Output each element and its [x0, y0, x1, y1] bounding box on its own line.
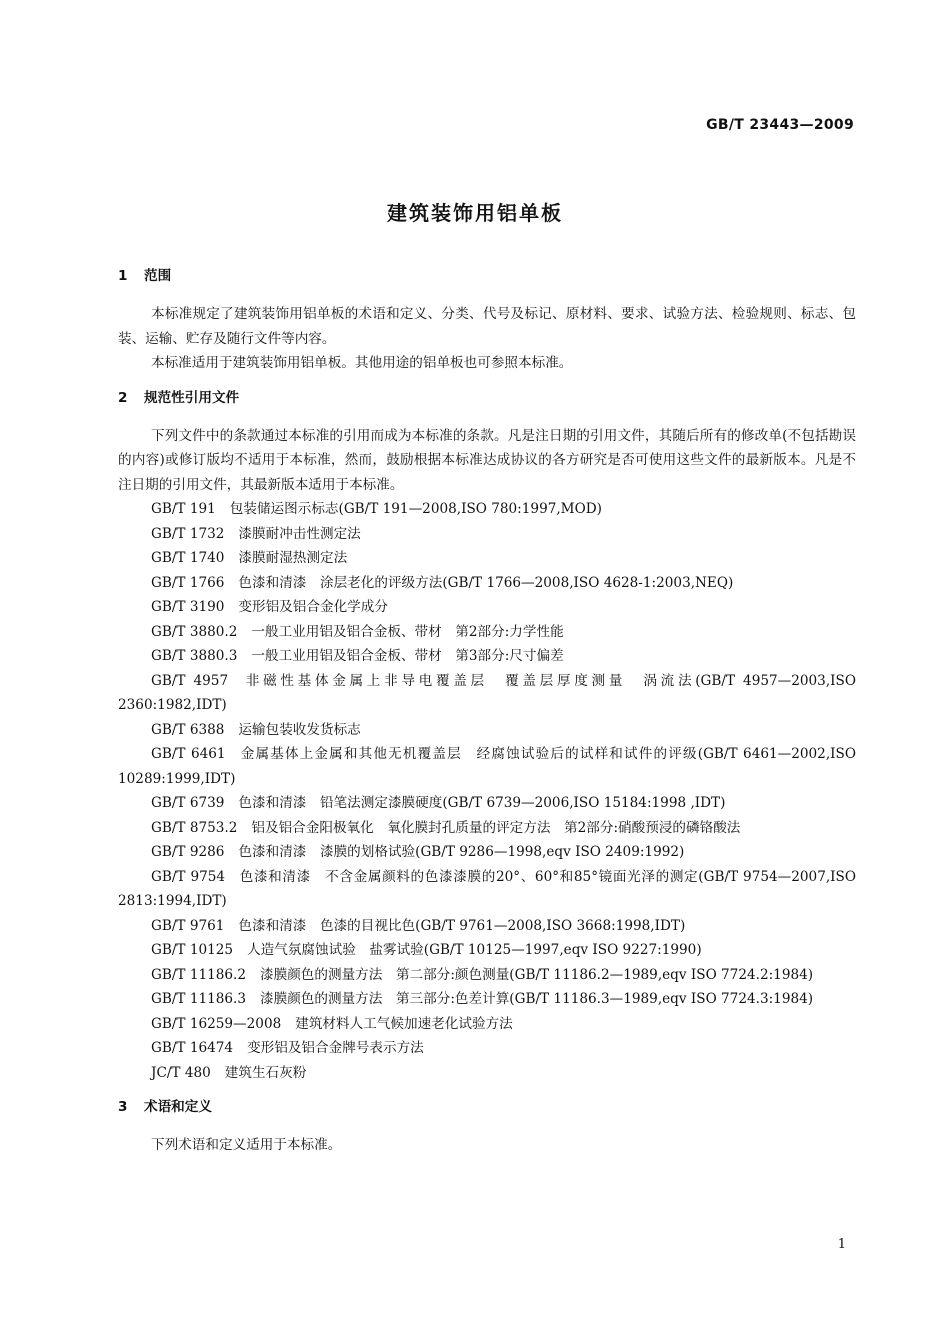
reference-title: 变形铝及铝合金化学成分 — [238, 599, 388, 615]
reference-code: GB/T 9761 — [151, 917, 225, 934]
reference-title: 色漆和清漆 色漆的目视比色(GB/T 9761—2008,ISO 3668:1998,IDT) — [238, 917, 686, 934]
section-title: 规范性引用文件 — [144, 389, 240, 406]
reference-item — [118, 497, 856, 522]
reference-code: GB/T 4957 — [151, 672, 229, 689]
reference-item — [118, 546, 856, 571]
reference-title: 金属基体上金属和其他无机覆盖层 经腐蚀试验后的试样和试件的评级(GB/T 6461—2002,ISO 10289:1999,IDT) — [118, 746, 856, 787]
reference-item — [118, 963, 856, 988]
reference-code: GB/T 6388 — [151, 721, 225, 738]
section-number: 1 — [118, 268, 128, 284]
reference-code: GB/T 1766 — [151, 574, 225, 591]
reference-item — [118, 840, 856, 865]
reference-title: 人造气氛腐蚀试验 盐雾试验(GB/T 10125—1997,eqv ISO 9227:1990) — [247, 942, 702, 958]
reference-title: 色漆和清漆 涂层老化的评级方法(GB/T 1766—2008,ISO 4628-1:2003,NEQ) — [238, 574, 734, 591]
standard-number: GB/T 23443—2009 — [706, 117, 854, 133]
section-heading-3 — [118, 1095, 856, 1119]
reference-item — [118, 1012, 856, 1037]
reference-title: 非磁性基体金属上非导电覆盖层 覆盖层厚度测量 涡流法(GB/T 4957—2003,ISO 2360:1982,IDT) — [118, 672, 856, 713]
section-heading-1 — [118, 264, 856, 288]
reference-item — [118, 595, 856, 620]
reference-title: 漆膜颜色的测量方法 第二部分:颜色测量(GB/T 11186.2—1989,eqv ISO 7724.2:1984) — [260, 966, 814, 983]
reference-code: GB/T 1740 — [151, 550, 225, 566]
reference-code: GB/T 16259—2008 — [151, 1015, 282, 1032]
paragraph: 下列术语和定义适用于本标准。 — [151, 1137, 342, 1153]
reference-item — [118, 742, 856, 791]
reference-code: GB/T 191 — [151, 501, 216, 517]
section-title: 术语和定义 — [144, 1099, 212, 1115]
reference-item — [118, 816, 856, 841]
section-number: 2 — [118, 389, 128, 406]
reference-code: JC/T 480 — [151, 1064, 211, 1081]
reference-title: 漆膜耐冲击性测定法 — [238, 525, 361, 542]
reference-item — [118, 987, 856, 1012]
reference-item — [118, 522, 856, 547]
reference-code: GB/T 3880.2 — [151, 623, 238, 640]
reference-item — [118, 1036, 856, 1061]
reference-title: 运输包装收发货标志 — [238, 721, 361, 738]
reference-code: GB/T 11186.2 — [151, 966, 247, 983]
reference-code: GB/T 8753.2 — [151, 819, 238, 836]
paragraph: 本标准适用于建筑装饰用铝单板。其他用途的铝单板也可参照本标准。 — [151, 355, 573, 371]
reference-item — [118, 1061, 856, 1086]
reference-item — [118, 644, 856, 669]
section-title: 范围 — [144, 268, 172, 284]
paragraph: 本标准规定了建筑装饰用铝单板的术语和定义、分类、代号及标记、原材料、要求、试验方法、检验规则、标志、包装、运输、贮存及随行文件等内容。 — [118, 306, 856, 347]
reference-title: 建筑材料人工气候加速老化试验方法 — [295, 1015, 513, 1032]
reference-title: 铝及铝合金阳极氧化 氧化膜封孔质量的评定方法 第2部分:硝酸预浸的磷铬酸法 — [251, 819, 741, 836]
reference-code: GB/T 9286 — [151, 844, 225, 860]
reference-code: GB/T 6461 — [151, 746, 226, 762]
reference-title: 变形铝及铝合金牌号表示方法 — [247, 1040, 424, 1056]
reference-item — [118, 938, 856, 963]
paragraph: 下列文件中的条款通过本标准的引用而成为本标准的条款。凡是注日期的引用文件，其随后所有的修改单(不包括勘误的内容)或修订版均不适用于本标准，然而，鼓励根据本标准达成协议的各方研究是否可使用这些文件的最新版本。凡是不注日期的引用文件，其最新版本适用于本标准。 — [118, 427, 856, 493]
reference-item — [118, 791, 856, 816]
reference-title: 色漆和清漆 铅笔法测定漆膜硬度(GB/T 6739—2006,ISO 15184:1998 ,IDT) — [238, 795, 726, 811]
reference-title: 漆膜耐湿热测定法 — [238, 550, 348, 566]
reference-code: GB/T 1732 — [151, 525, 225, 542]
reference-item — [118, 571, 856, 596]
reference-code: GB/T 10125 — [151, 942, 234, 958]
reference-title: 色漆和清漆 不含金属颜料的色漆漆膜的20°、60°和85°镜面光泽的测定(GB/T 9754—2007,ISO 2813:1994,IDT) — [118, 868, 856, 909]
reference-item — [118, 865, 856, 914]
reference-title: 建筑生石灰粉 — [224, 1064, 307, 1081]
reference-title: 漆膜颜色的测量方法 第三部分:色差计算(GB/T 11186.3—1989,eqv ISO 7724.3:1984) — [260, 991, 814, 1007]
reference-code: GB/T 3190 — [151, 599, 225, 615]
document-body — [118, 264, 856, 1158]
reference-title: 一般工业用铝及铝合金板、带材 第2部分:力学性能 — [251, 623, 564, 640]
section-number: 3 — [118, 1099, 128, 1115]
reference-item — [118, 620, 856, 645]
reference-item — [118, 669, 856, 718]
reference-code: GB/T 11186.3 — [151, 991, 247, 1007]
reference-code: GB/T 6739 — [151, 795, 225, 811]
reference-item — [118, 718, 856, 743]
section-heading-2 — [118, 386, 856, 410]
reference-item — [118, 914, 856, 939]
document-title: 建筑装饰用铝单板 — [387, 201, 563, 225]
reference-list — [118, 497, 856, 1085]
reference-code: GB/T 9754 — [151, 868, 226, 885]
reference-code: GB/T 3880.3 — [151, 648, 238, 664]
reference-title: 色漆和清漆 漆膜的划格试验(GB/T 9286—1998,eqv ISO 2409:1992) — [238, 844, 685, 860]
reference-title: 一般工业用铝及铝合金板、带材 第3部分:尺寸偏差 — [251, 648, 564, 664]
reference-title: 包装储运图示标志(GB/T 191—2008,ISO 780:1997,MOD) — [229, 501, 602, 517]
page-number: 1 — [837, 1237, 846, 1252]
reference-code: GB/T 16474 — [151, 1040, 234, 1056]
